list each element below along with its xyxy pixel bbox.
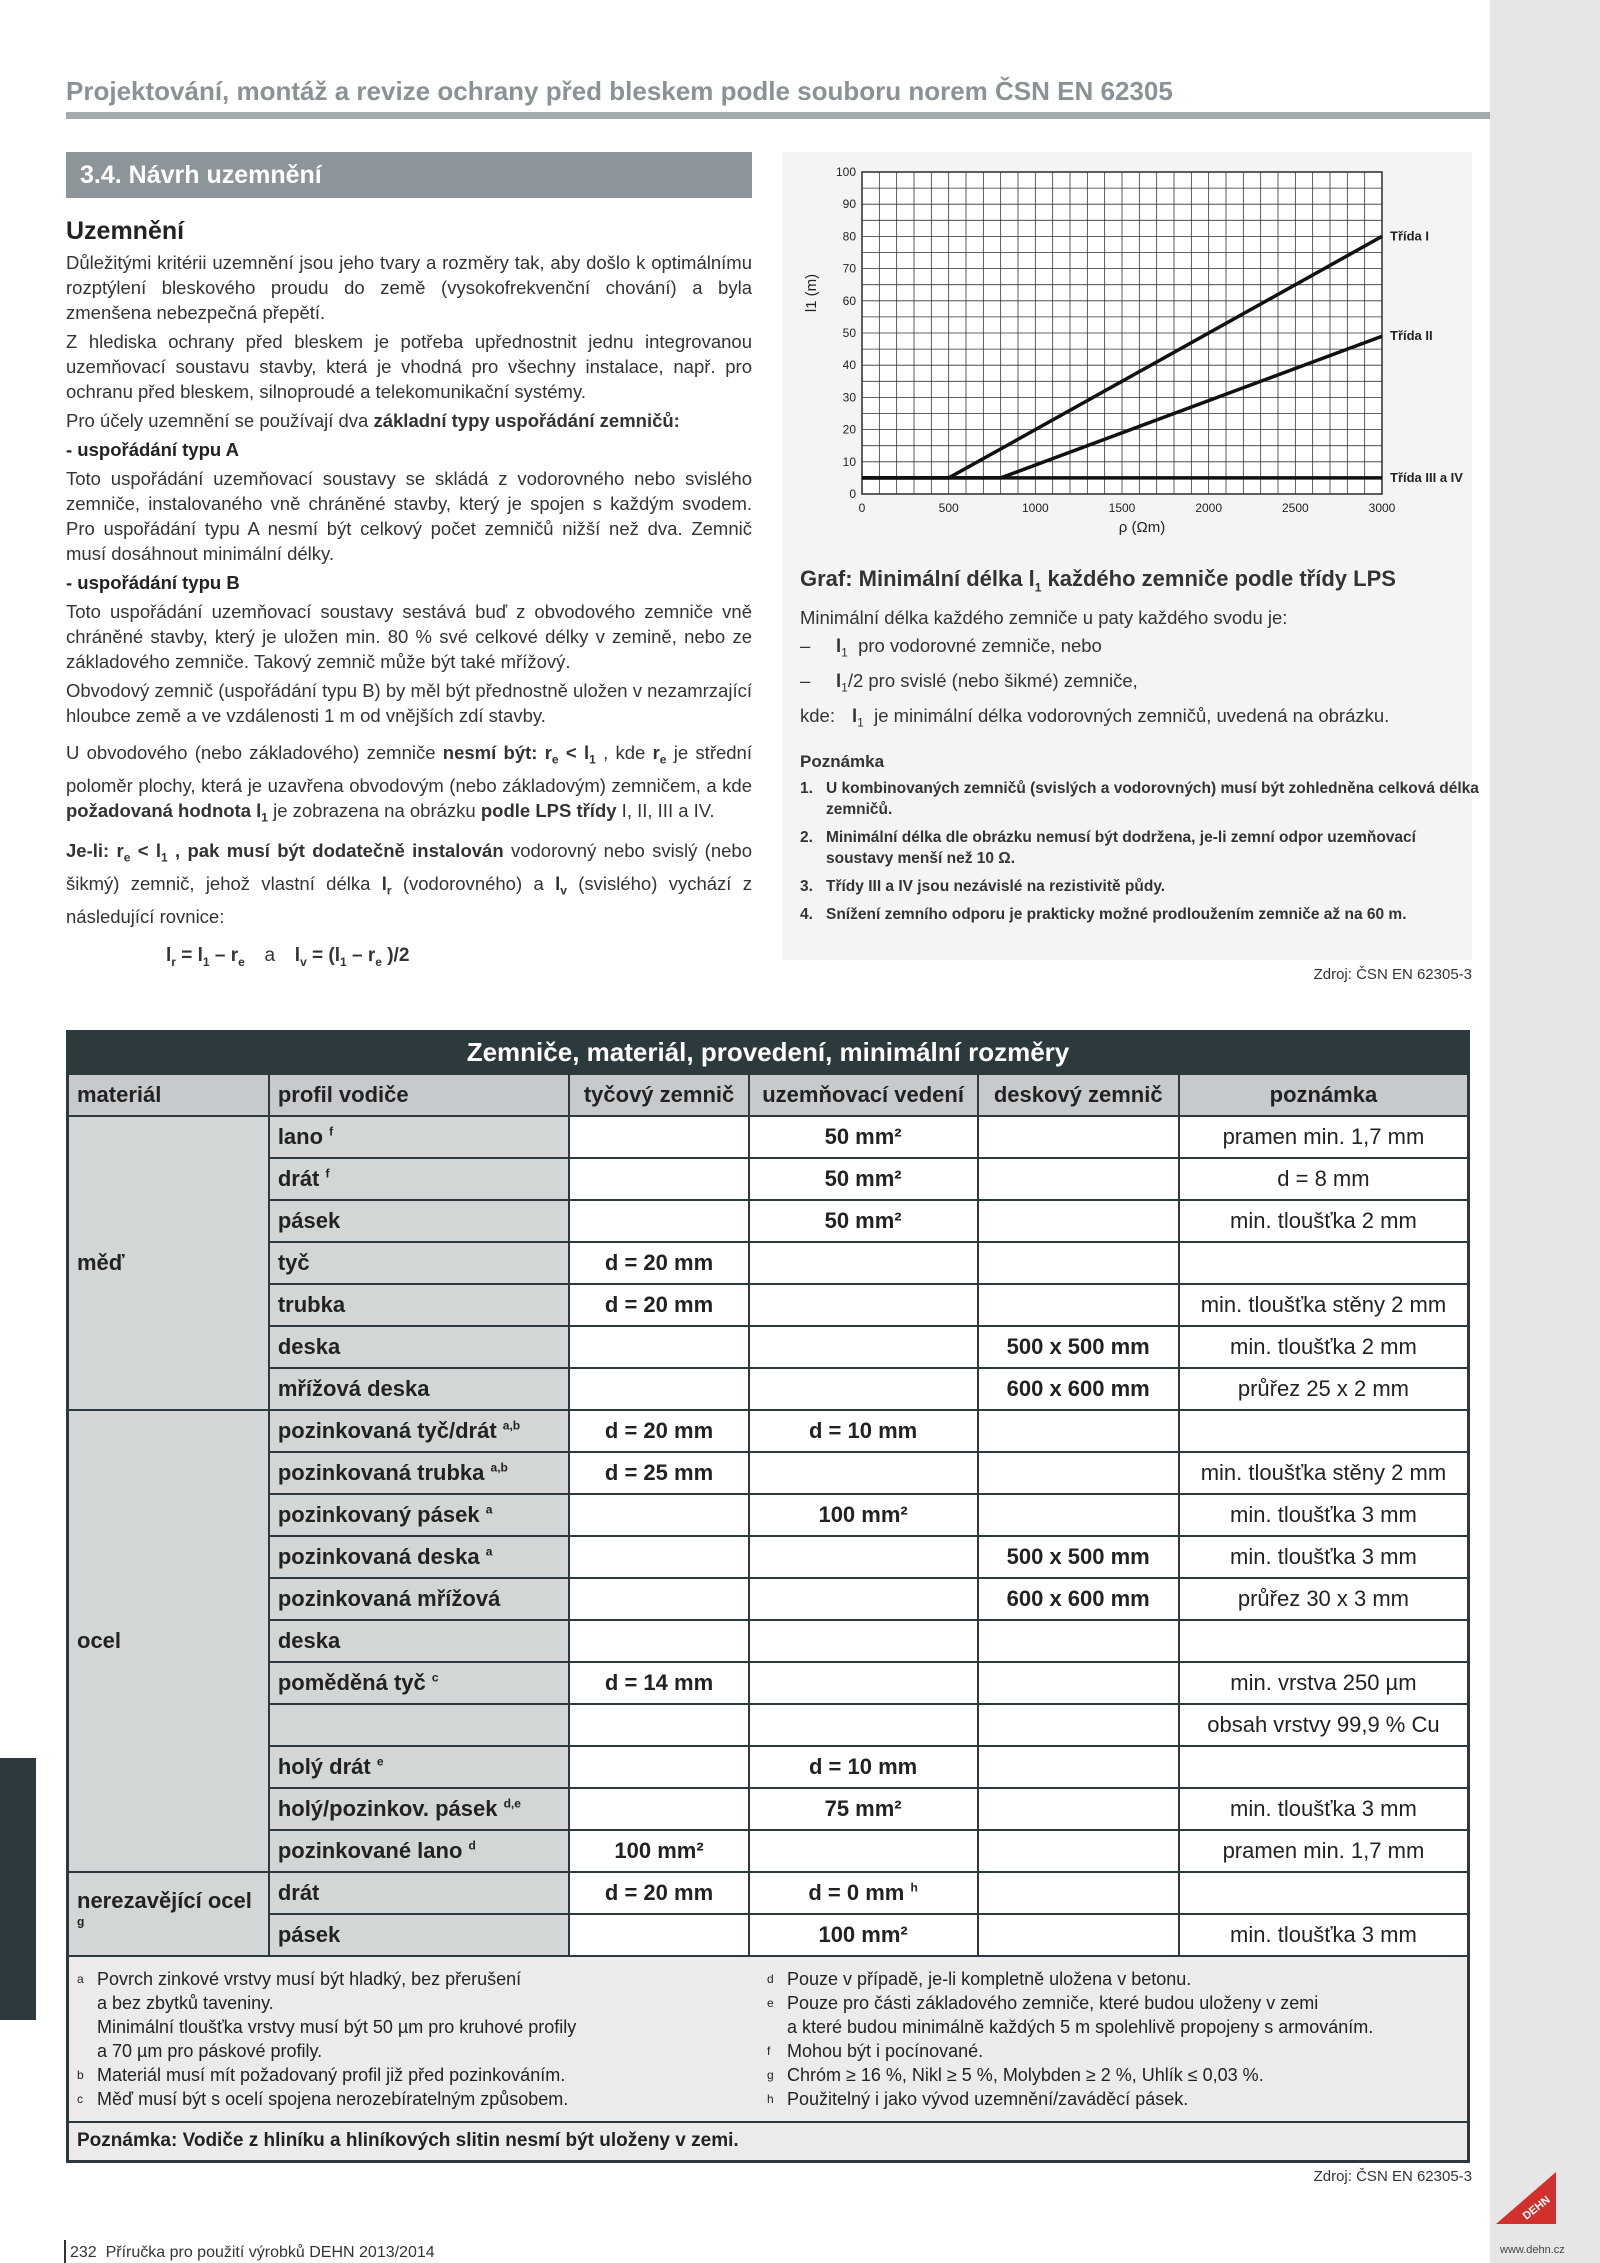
note-title: Poznámka: [800, 752, 885, 772]
line-cell: [749, 1284, 978, 1326]
x-axis-label: ρ (Ωm): [1118, 519, 1166, 536]
footnote: a Povrch zinkové vrstvy musí být hladký, bez přerušení: [77, 1968, 522, 1989]
line-cell: [749, 1620, 978, 1662]
note-cell: min. tloušťka 2 mm: [1179, 1326, 1469, 1368]
x-tick-label: 1500: [1108, 501, 1136, 515]
source-label: Zdroj: ČSN EN 62305-3: [1313, 2168, 1472, 2185]
table-caption: Zemniče, materiál, provedení, minimální rozměry: [68, 1032, 1469, 1074]
rod-cell: [569, 1158, 748, 1200]
plate-cell: [978, 1410, 1179, 1452]
plate-cell: [978, 1830, 1179, 1872]
footnote: h Použitelný i jako vývod uzemnění/zaváděcí pásek.: [767, 2088, 1189, 2109]
table-row: [68, 1494, 1469, 1536]
plate-cell: [978, 1620, 1179, 1662]
rod-cell: d = 20 mm: [569, 1284, 748, 1326]
rod-cell: [569, 1914, 748, 1956]
rod-cell: d = 14 mm: [569, 1662, 748, 1704]
electrode-table: [66, 1030, 1470, 2163]
plate-cell: [978, 1494, 1179, 1536]
x-tick-label: 500: [938, 501, 959, 515]
column-header: profil vodiče: [269, 1074, 570, 1116]
rod-cell: [569, 1788, 748, 1830]
rod-cell: [569, 1746, 748, 1788]
graf-title: Graf: Minimální délka $l_1$ každého zemniče podle třídy LPS: [800, 566, 1396, 595]
table-row: [68, 1872, 1469, 1914]
note-cell: min. tloušťka 3 mm: [1179, 1536, 1469, 1578]
plate-cell: [978, 1662, 1179, 1704]
paragraph: Toto uspořádání uzemňovací soustavy se skládá z vodorovného nebo svislého zemniče, instalovaného vně chráněné stavby, který je spojen s každým svodem. Pro uspořádání typu A nesmí být celkový počet zemničů nižší než dva. Zemnič musí dosáhnout minimální délky.: [66, 468, 752, 564]
plate-cell: [978, 1746, 1179, 1788]
line-cell: [749, 1368, 978, 1410]
column-header: materiál: [68, 1074, 269, 1116]
rod-cell: d = 20 mm: [569, 1242, 748, 1284]
x-tick-label: 2000: [1195, 501, 1223, 515]
y-tick-label: 100: [835, 165, 856, 179]
paragraph: Z hlediska ochrany před bleskem je potřeba upřednostnit jednu integrovanou uzemňovací soustavu stavby, která je vhodná pro všechny instalace, např. pro ochranu před bleskem, silnoproudé a telekomunikační systémy.: [66, 331, 752, 402]
right-column: [800, 566, 1480, 932]
footnote: c Měď musí být s ocelí spojena nerozebíratelným způsobem.: [77, 2088, 569, 2109]
table-row: [68, 1284, 1469, 1326]
line-cell: 50 mm²: [749, 1116, 978, 1158]
series-label: Třída II: [1390, 328, 1433, 344]
rod-cell: [569, 1200, 748, 1242]
svg-text:DEHN: DEHN: [1520, 2193, 1553, 2223]
footnote: f Mohou být i pocínované.: [767, 2040, 984, 2061]
subheading-type-b: - uspořádání typu B: [66, 572, 240, 593]
x-tick-label: 1000: [1021, 501, 1049, 515]
y-tick-label: 0: [849, 487, 856, 501]
plate-cell: [978, 1788, 1179, 1830]
table-row: [68, 1536, 1469, 1578]
note-cell: min. tloušťka 3 mm: [1179, 1788, 1469, 1830]
graf-line: – $l_1$ pro vodorovné zemniče, nebo: [800, 635, 1102, 661]
plate-cell: [978, 1704, 1179, 1746]
y-tick-label: 40: [842, 358, 856, 373]
y-tick-label: 30: [842, 390, 856, 405]
footnote: a bez zbytků taveniny.: [97, 1992, 274, 2013]
note-cell: min. tloušťka stěny 2 mm: [1179, 1452, 1469, 1494]
note-cell: [1179, 1410, 1469, 1452]
table-row: [68, 1620, 1469, 1662]
line-cell: [749, 1578, 978, 1620]
subheading-type-a: - uspořádání typu A: [66, 439, 240, 460]
rod-cell: [569, 1578, 748, 1620]
table-row: [68, 1242, 1469, 1284]
formula: $l_r = l_1 - r_e$ a $l_v = (l_1 - r_e$ )/2: [166, 944, 410, 969]
plate-cell: [978, 1284, 1179, 1326]
column-header: poznámka: [1179, 1074, 1469, 1116]
rod-cell: [569, 1536, 748, 1578]
profile-cell: pásek: [269, 1200, 570, 1242]
note-cell: d = 8 mm: [1179, 1158, 1469, 1200]
line-cell: [749, 1536, 978, 1578]
plate-cell: [978, 1242, 1179, 1284]
table-note: Poznámka: Vodiče z hliníku a hliníkových slitin nesmí být uloženy v zemi.: [68, 2122, 1469, 2162]
profile-cell: deska: [269, 1326, 570, 1368]
footnote: a které budou minimálně každých 5 m spolehlivě propojeny s armováním.: [787, 2016, 1374, 2037]
column-header: deskový zemnič: [978, 1074, 1179, 1116]
profile-cell: pozinkovaná mřížová: [269, 1578, 570, 1620]
plate-cell: 600 x 600 mm: [978, 1578, 1179, 1620]
plate-cell: [978, 1116, 1179, 1158]
x-tick-label: 2500: [1281, 501, 1309, 515]
profile-cell: holý/pozinkov. pásek $^{d,e}$: [269, 1788, 570, 1830]
note-cell: [1179, 1746, 1469, 1788]
page-edge-band: [1490, 0, 1600, 2263]
y-tick-label: 80: [842, 229, 856, 244]
table-row: [68, 1200, 1469, 1242]
plate-cell: 500 x 500 mm: [978, 1326, 1179, 1368]
column-header: uzemňovací vedení: [749, 1074, 978, 1116]
y-tick-label: 90: [842, 197, 856, 212]
line-cell: [749, 1662, 978, 1704]
profile-cell: [269, 1704, 570, 1746]
note-cell: [1179, 1872, 1469, 1914]
table-row: [68, 1452, 1469, 1494]
profile-cell: trubka: [269, 1284, 570, 1326]
note-cell: min. tloušťka stěny 2 mm: [1179, 1284, 1469, 1326]
material-cell: měď: [68, 1116, 269, 1410]
profile-cell: mřížová deska: [269, 1368, 570, 1410]
profile-cell: drát: [269, 1872, 570, 1914]
rod-cell: [569, 1116, 748, 1158]
footnote: d Pouze v případě, je-li kompletně uložena v betonu.: [767, 1968, 1192, 1989]
profile-cell: lano $^f$: [269, 1116, 570, 1158]
table-row: [68, 1326, 1469, 1368]
line-cell: d = 0 mm $^h$: [749, 1872, 978, 1914]
plate-cell: [978, 1200, 1179, 1242]
source-label: Zdroj: ČSN EN 62305-3: [1313, 966, 1472, 983]
line-cell: [749, 1326, 978, 1368]
line-cell: 100 mm²: [749, 1494, 978, 1536]
section-title: 3.4. Návrh uzemnění: [66, 152, 752, 198]
note-item: 1. U kombinovaných zemničů (svislých a vodorovných) musí být zohledněna celková délka zemničů.: [800, 780, 1479, 819]
rod-cell: d = 25 mm: [569, 1452, 748, 1494]
plate-cell: [978, 1872, 1179, 1914]
line-cell: d = 10 mm: [749, 1410, 978, 1452]
x-tick-label: 0: [858, 501, 866, 515]
graf-intro: Minimální délka každého zemniče u paty každého svodu je:: [800, 607, 1288, 629]
y-tick-label: 60: [842, 293, 856, 308]
line-cell: d = 10 mm: [749, 1746, 978, 1788]
line-cell: 50 mm²: [749, 1158, 978, 1200]
paragraph: U obvodového (nebo základového) zemniče nesmí být: $r_e < l_1$ , kde $r_e$ je střední poloměr plochy, která je uzavřena obvodovým (nebo základovým) zemničem, a kde požadovaná hodnota $l_1$ je zobrazena na obrázku podle LPS třídy I, II, III a IV.: [66, 742, 752, 825]
note-cell: obsah vrstvy 99,9 % Cu: [1179, 1704, 1469, 1746]
line-cell: [749, 1704, 978, 1746]
profile-cell: pásek: [269, 1914, 570, 1956]
note-cell: [1179, 1620, 1469, 1662]
plate-cell: [978, 1452, 1179, 1494]
y-tick-label: 70: [842, 261, 856, 276]
note-cell: pramen min. 1,7 mm: [1179, 1116, 1469, 1158]
profile-cell: drát $^f$: [269, 1158, 570, 1200]
table-row: [68, 1578, 1469, 1620]
line-cell: [749, 1242, 978, 1284]
line-cell: 50 mm²: [749, 1200, 978, 1242]
footnote: e Pouze pro části základového zemniče, které budou uloženy v zemi: [767, 1992, 1319, 2013]
chart-min-length: [782, 152, 1472, 552]
table-row: [68, 1368, 1469, 1410]
line-cell: 75 mm²: [749, 1788, 978, 1830]
y-tick-label: 10: [842, 454, 856, 469]
line-cell: [749, 1830, 978, 1872]
note-cell: min. tloušťka 3 mm: [1179, 1914, 1469, 1956]
heading-uzemneni: Uzemnění: [66, 217, 185, 245]
plate-cell: [978, 1158, 1179, 1200]
line-cell: [749, 1452, 978, 1494]
profile-cell: tyč: [269, 1242, 570, 1284]
paragraph: Toto uspořádání uzemňovací soustavy sestává buď z obvodového zemniče vně chráněné stavby, který je uložen min. 80 % své celkové délky v zemině, nebo ze základového zemniče. Takový zemnič může být také mřížový.: [66, 601, 752, 672]
page-header: Projektování, montáž a revize ochrany před bleskem podle souboru norem ČSN EN 62305: [66, 76, 1173, 106]
series-label: Třída I: [1390, 228, 1430, 244]
footer: 232 Příručka pro použití výrobků DEHN 2013/2014: [70, 2244, 435, 2261]
table-row: [68, 1914, 1469, 1956]
note-cell: min. vrstva 250 µm: [1179, 1662, 1469, 1704]
note-item: 2. Minimální délka dle obrázku nemusí být dodržena, je-li zemní odpor uzemňovací soustavy menší než 10 Ω.: [800, 829, 1416, 868]
left-column: [66, 216, 752, 975]
website: www.dehn.cz: [1500, 2244, 1565, 2256]
table-row: [68, 1662, 1469, 1704]
profile-cell: pozinkovaná deska $^a$: [269, 1536, 570, 1578]
note-cell: min. tloušťka 3 mm: [1179, 1494, 1469, 1536]
rod-cell: [569, 1704, 748, 1746]
profile-cell: pozinkované lano $^d$: [269, 1830, 570, 1872]
table-row: [68, 1830, 1469, 1872]
rod-cell: d = 20 mm: [569, 1872, 748, 1914]
paragraph: Důležitými kritérii uzemnění jsou jeho tvary a rozměry tak, aby došlo k optimálnímu rozptýlení bleskového proudu do země (vysokofrekvenční chování) a byla zmenšena nebezpečná přepětí.: [66, 252, 752, 323]
profile-cell: pozinkovaná trubka $^{a,b}$: [269, 1452, 570, 1494]
profile-cell: pozinkovaná tyč/drát $^{a,b}$: [269, 1410, 570, 1452]
rod-cell: [569, 1326, 748, 1368]
footnote: Minimální tloušťka vrstvy musí být 50 µm pro kruhové profily: [97, 2016, 577, 2037]
note-cell: pramen min. 1,7 mm: [1179, 1830, 1469, 1872]
material-cell: ocel: [68, 1410, 269, 1872]
table-row: [68, 1410, 1469, 1452]
chapter-tab: [0, 1758, 36, 2020]
table-row: [68, 1746, 1469, 1788]
graf-line: – $l_1/2$ pro svislé (nebo šikmé) zemniče,: [800, 670, 1138, 695]
paragraph: Obvodový zemnič (uspořádání typu B) by měl být přednostně uložen v nezamrzající hloubce země a ve vzdálenosti 1 m od vnějších zdí stavby.: [66, 680, 752, 726]
header-rule: [66, 112, 1490, 119]
footnote: a 70 µm pro páskové profily.: [97, 2040, 323, 2061]
table-row: [68, 1116, 1469, 1158]
rod-cell: d = 20 mm: [569, 1410, 748, 1452]
x-tick-label: 3000: [1368, 501, 1396, 515]
plate-cell: [978, 1914, 1179, 1956]
material-cell: nerezavějící ocel $^g$: [68, 1872, 269, 1956]
series-label: Třída III a IV: [1390, 469, 1463, 485]
rod-cell: [569, 1620, 748, 1662]
footnote: g Chróm ≥ 16 %, Nikl ≥ 5 %, Molybden ≥ 2 %, Uhlík ≤ 0,03 %.: [767, 2064, 1264, 2085]
rod-cell: [569, 1494, 748, 1536]
paragraph: Je-li: $r_e < l_1$ , pak musí být dodatečně instalován vodorovný nebo svislý (nebo šikmý) zemnič, jehož vlastní délka $l_r$ (vodorovného) a $l_v$ (svislého) vychází z následující rovnice:: [66, 840, 752, 927]
profile-cell: deska: [269, 1620, 570, 1662]
graf-line: kde: $l_1$ je minimální délka vodorovných zemničů, uvedená na obrázku.: [800, 704, 1390, 730]
plate-cell: 600 x 600 mm: [978, 1368, 1179, 1410]
y-axis-label: l1 (m): [803, 273, 820, 313]
note-cell: min. tloušťka 2 mm: [1179, 1200, 1469, 1242]
note-cell: průřez 30 x 3 mm: [1179, 1578, 1469, 1620]
footnote: b Materiál musí mít požadovaný profil již před pozinkováním.: [77, 2064, 566, 2085]
dehn-logo: [1492, 2168, 1560, 2228]
y-tick-label: 50: [842, 326, 856, 340]
table-row: [68, 1704, 1469, 1746]
paragraph: Pro účely uzemnění se používají dva základní typy uspořádání zemničů:: [66, 410, 680, 431]
rod-cell: [569, 1368, 748, 1410]
column-header: tyčový zemnič: [569, 1074, 748, 1116]
footer-rule: [64, 2240, 66, 2263]
profile-cell: holý drát $^e$: [269, 1746, 570, 1788]
rod-cell: 100 mm²: [569, 1830, 748, 1872]
profile-cell: poměděná tyč $^c$: [269, 1662, 570, 1704]
note-item: 3. Třídy III a IV jsou nezávislé na rezistivitě půdy.: [800, 878, 1166, 896]
note-item: 4. Snížení zemního odporu je prakticky možné prodloužením zemniče až na 60 m.: [800, 906, 1407, 924]
notes-list: [800, 778, 1480, 925]
note-cell: [1179, 1242, 1469, 1284]
y-tick-label: 20: [842, 422, 856, 437]
profile-cell: pozinkovaný pásek $^a$: [269, 1494, 570, 1536]
table-row: [68, 1788, 1469, 1830]
plate-cell: 500 x 500 mm: [978, 1536, 1179, 1578]
footnotes: [68, 1956, 1469, 2122]
note-cell: průřez 25 x 2 mm: [1179, 1368, 1469, 1410]
chart-svg: [782, 152, 1472, 552]
line-cell: 100 mm²: [749, 1914, 978, 1956]
table-row: [68, 1158, 1469, 1200]
